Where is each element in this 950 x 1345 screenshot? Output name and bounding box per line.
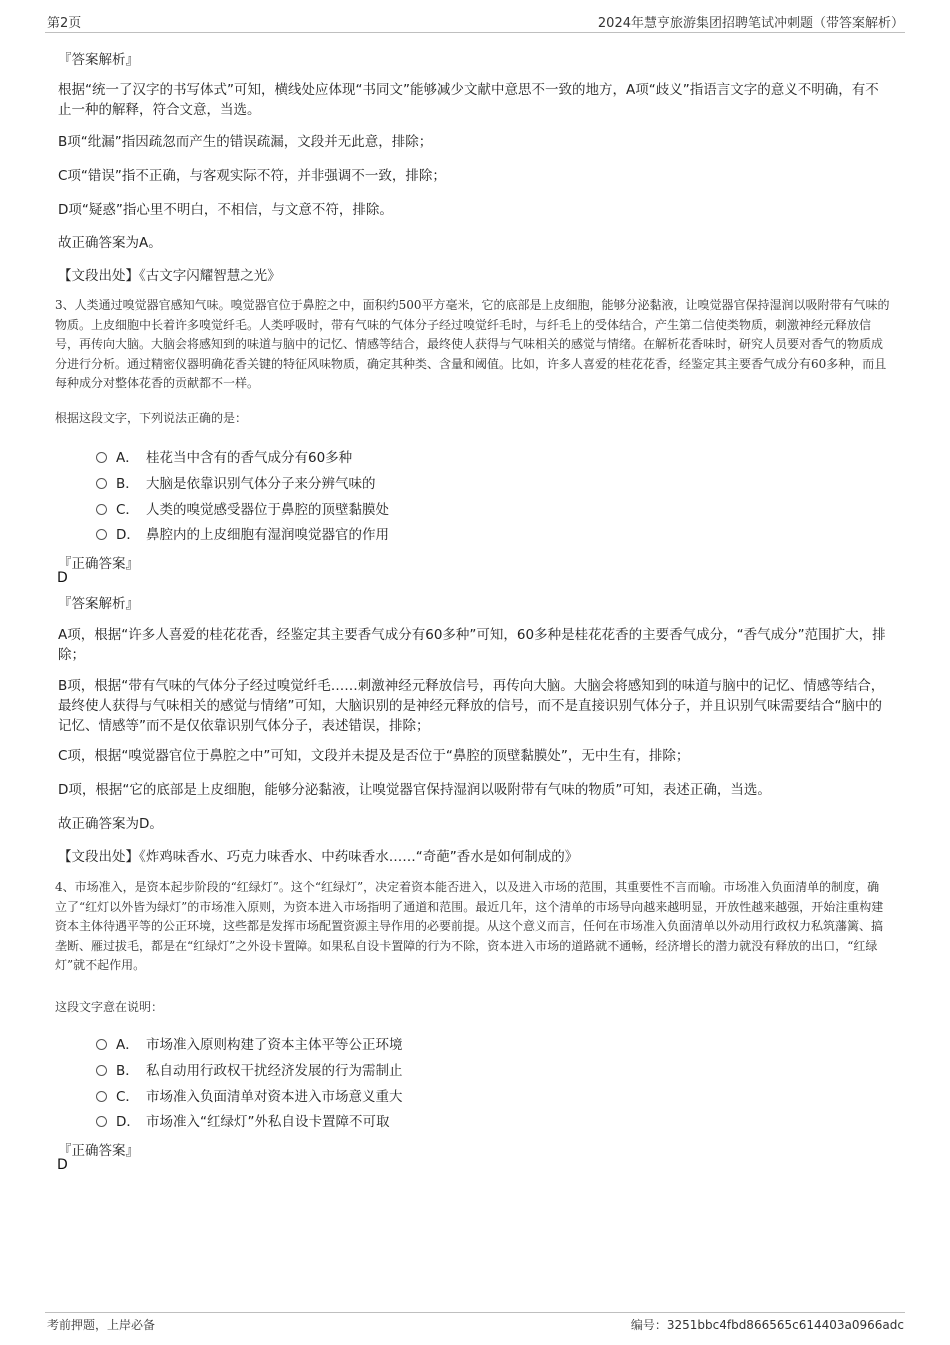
- analysis-conclusion: 故正确答案为A。: [58, 235, 162, 251]
- radio-icon[interactable]: [96, 1039, 107, 1050]
- option-letter: B．: [116, 1063, 139, 1079]
- option-letter: A．: [116, 450, 139, 466]
- option-a[interactable]: [96, 446, 352, 466]
- radio-icon[interactable]: [96, 504, 107, 515]
- analysis-paragraph: C项“错误”指不正确，与客观实际不符，并非强调不一致，排除；: [58, 168, 446, 184]
- option-c[interactable]: [96, 1085, 403, 1105]
- analysis-conclusion: 故正确答案为D。: [58, 816, 163, 832]
- option-text: 市场准入原则构建了资本主体平等公正环境: [146, 1037, 403, 1053]
- analysis-paragraph: C项，根据“嗅觉器官位于鼻腔之中”可知，文段并未提及是否位于“鼻腔的顶壁黏膜处”，无中生有，排除；: [58, 748, 690, 764]
- option-letter: C．: [116, 502, 139, 518]
- option-text: 桂花当中含有的香气成分有60多种: [146, 450, 353, 466]
- analysis-paragraph: B项“纰漏”指因疏忽而产生的错误疏漏，文段并无此意，排除；: [58, 134, 433, 150]
- analysis-paragraph: D项“疑惑”指心里不明白，不相信，与文意不符，排除。: [58, 202, 393, 218]
- document-title: 2024年慧亨旅游集团招聘笔试冲刺题（带答案解析）: [597, 16, 904, 31]
- analysis-paragraph: D项，根据“它的底部是上皮细胞，能够分泌黏液，让嗅觉器官保持湿润以吸附带有气味的物质”可知，表述正确，当选。: [58, 782, 771, 798]
- option-letter: B．: [116, 476, 139, 492]
- correct-answer-heading: 『正确答案』: [58, 1143, 139, 1159]
- radio-icon[interactable]: [96, 1116, 107, 1127]
- page-number: 第2页: [47, 16, 82, 31]
- analysis-paragraph: 根据“统一了汉字的书写体式”可知，横线处应体现“书同文”能够减少文献中意思不一致的地方，A项“歧义”指语言文字的意义不明确，有不止一种的解释，符合文意，当选。: [58, 82, 879, 118]
- question-prompt: 根据这段文字，下列说法正确的是：: [55, 411, 248, 425]
- option-text: 大脑是依靠识别气体分子来分辨气味的: [146, 476, 376, 492]
- option-b[interactable]: [96, 472, 376, 492]
- correct-answer: D: [57, 1157, 68, 1173]
- option-a[interactable]: [96, 1033, 403, 1053]
- radio-icon[interactable]: [96, 529, 107, 540]
- option-text: 市场准入“红绿灯”外私自设卡置障不可取: [146, 1114, 390, 1130]
- header-divider: [45, 32, 905, 33]
- source-citation: 【文段出处】《炸鸡味香水、巧克力味香水、中药味香水……“奇葩”香水是如何制成的》: [58, 849, 579, 865]
- radio-icon[interactable]: [96, 452, 107, 463]
- question-text: 3、人类通过嗅觉器官感知气味。嗅觉器官位于鼻腔之中，面积约500平方毫米，它的底部是上皮细胞，能够分泌黏液，让嗅觉器官保持湿润以吸附带有气味的物质。上皮细胞中长着许多嗅觉纤毛。人类呼吸时，带有气味的气体分子经过嗅觉纤毛时，与纤毛上的受体结合，产生第二信使类物质，刺激神经元释放信号，再传向大脑。大脑会将感知到的味道与脑中的记忆、情感等结合，最终使人获得与气味相关的感觉与情绪。在解析花香味时，研究人员要对香气的物质成分进行分析。通过精密仪器明确花香关键的特征风味物质，确定其种类、含量和阈值。比如，许多人喜爱的桂花花香，经鉴定其主要香气成分有60多种，而且每种成分对整体花香的贡献都不一样。: [55, 298, 890, 390]
- analysis-paragraph: A项，根据“许多人喜爱的桂花花香，经鉴定其主要香气成分有60多种”可知，60多种是桂花花香的主要香气成分，“香气成分”范围扩大，排除；: [58, 627, 886, 663]
- source-citation: 【文段出处】《古文字闪耀智慧之光》: [58, 268, 281, 284]
- option-letter: C．: [116, 1089, 139, 1105]
- radio-icon[interactable]: [96, 1091, 107, 1102]
- analysis-paragraph: B项，根据“带有气味的气体分子经过嗅觉纤毛……刺激神经元释放信号，再传向大脑。大脑会将感知到的味道与脑中的记忆、情感等结合，最终使人获得与气味相关的感觉与情绪”可知，大脑识别的是神经元释放的信号，而不是直接识别气体分子，并且识别气味需要结合“脑中的记忆、情感等”而不是仅依靠识别气体分子，表述错误，排除；: [58, 678, 885, 734]
- footer-divider: [45, 1312, 905, 1313]
- option-letter: D．: [116, 1114, 140, 1130]
- question-prompt: 这段文字意在说明：: [55, 1000, 164, 1014]
- radio-icon[interactable]: [96, 478, 107, 489]
- option-text: 私自动用行政权干扰经济发展的行为需制止: [146, 1063, 403, 1079]
- footer-slogan: 考前押题，上岸必备: [47, 1318, 156, 1332]
- document-code: 编号：3251bbc4fbd866565c614403a0966adc: [630, 1318, 904, 1332]
- option-d[interactable]: [96, 523, 389, 543]
- option-b[interactable]: [96, 1059, 403, 1079]
- option-text: 市场准入负面清单对资本进入市场意义重大: [146, 1089, 403, 1105]
- radio-icon[interactable]: [96, 1065, 107, 1076]
- option-letter: D．: [116, 527, 140, 543]
- analysis-heading: 『答案解析』: [58, 596, 139, 612]
- option-text: 人类的嗅觉感受器位于鼻腔的顶壁黏膜处: [146, 502, 389, 518]
- option-letter: A．: [116, 1037, 139, 1053]
- option-d[interactable]: [96, 1110, 390, 1130]
- option-text: 鼻腔内的上皮细胞有湿润嗅觉器官的作用: [146, 527, 389, 543]
- option-c[interactable]: [96, 498, 389, 518]
- analysis-heading: 『答案解析』: [58, 52, 139, 68]
- correct-answer: D: [57, 570, 68, 586]
- correct-answer-heading: 『正确答案』: [58, 556, 139, 572]
- question-text: 4、市场准入，是资本起步阶段的“红绿灯”。这个“红绿灯”，决定着资本能否进入，以及进入市场的范围，其重要性不言而喻。市场准入负面清单的制度，确立了“红灯以外皆为绿灯”的市场准入原则，为资本进入市场指明了通道和范围。最近几年，这个清单的市场导向越来越明显，开放性越来越强，开始注重构建资本主体待遇平等的公正环境，这些都是发挥市场配置资源主导作用的必要前提。从这个意义而言，任何在市场准入负面清单以外动用行政权力私筑藩篱、搞垄断、雁过拔毛，都是在“红绿灯”之外设卡置障。如果私自设卡置障的行为不除，资本进入市场的道路就不通畅，经济增长的潜力就没有释放的出口，“红绿灯”就不起作用。: [55, 880, 884, 972]
